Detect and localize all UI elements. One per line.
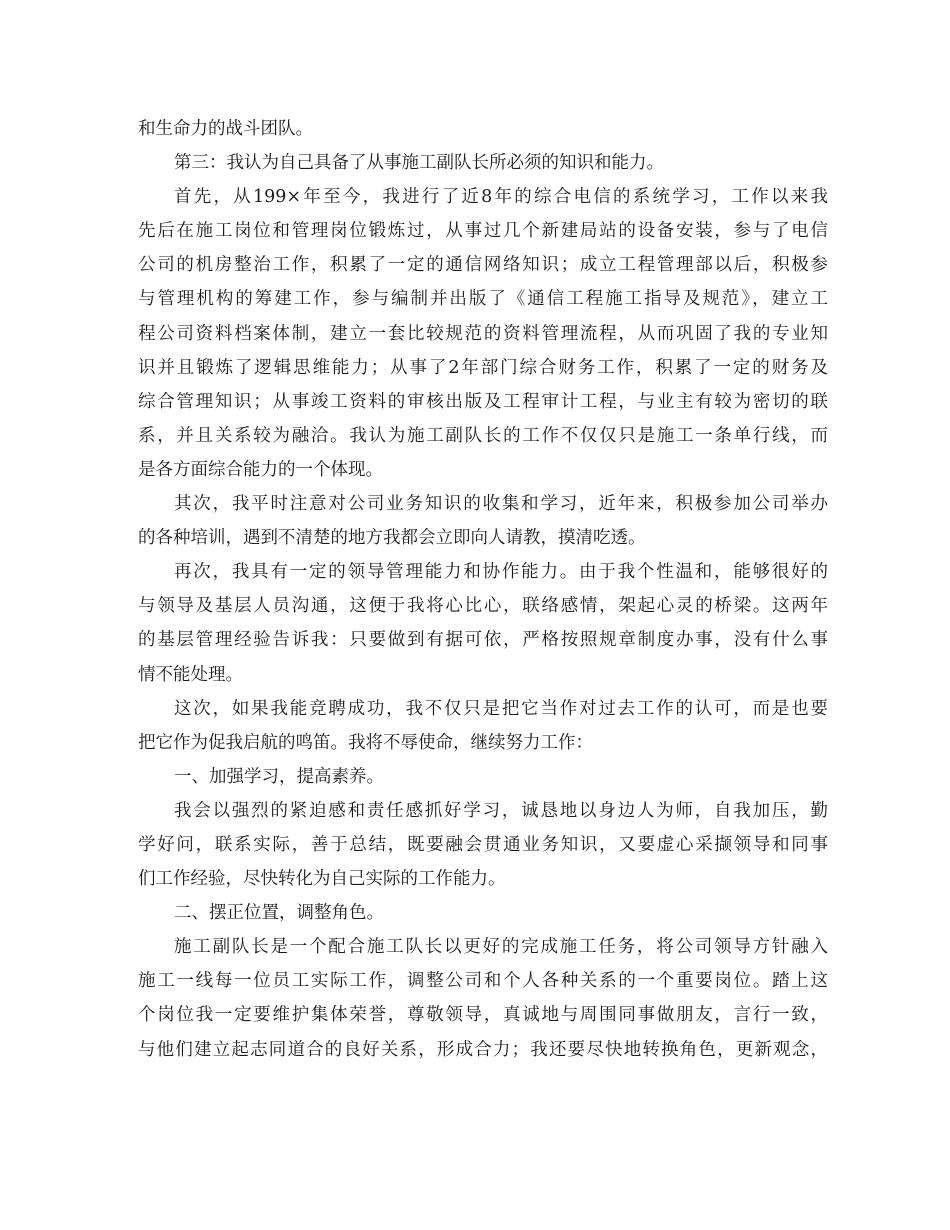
text-line: 们工作经验，尽快转化为自己实际的工作能力。 [138, 869, 506, 890]
text-line: 第三：我认为自己具备了从事施工副队长所必须的知识和能力。 [174, 153, 664, 174]
text-line: 程公司资料档案体制，建立一套比较规范的资料管理流程，从而巩固了我的专业知 [138, 323, 828, 344]
text-line: 的基层管理经验告诉我：只要做到有据可依，严格按照规章制度办事，没有什么事 [138, 630, 828, 651]
text-line: 把它作为促我启航的鸣笛。我将不辱使命，继续努力工作： [138, 732, 593, 753]
text-line: 二、摆正位置，调整角色。 [174, 903, 384, 924]
text-line: 先后在施工岗位和管理岗位锻炼过，从事过几个新建局站的设备安装，参与了电信 [138, 221, 828, 242]
text-line: 的各种培训，遇到不清楚的地方我都会立即向人请教，摸清吃透。 [138, 528, 646, 549]
text-line: 这次，如果我能竞聘成功，我不仅只是把它当作对过去工作的认可，而是也要 [174, 698, 828, 719]
text-line: 是各方面综合能力的一个体现。 [138, 459, 383, 480]
text-line: 再次，我具有一定的领导管理能力和协作能力。由于我个性温和，能够很好的 [174, 562, 828, 583]
text-line: 识并且锻炼了逻辑思维能力；从事了2年部门综合财务工作，积累了一定的财务及 [138, 357, 828, 378]
text-line: 首先，从199×年至今，我进行了近8年的综合电信的系统学习，工作以来我 [174, 187, 828, 208]
text-line: 综合管理知识；从事竣工资料的审核出版及工程审计工程，与业主有较为密切的联 [138, 391, 828, 412]
document-body [138, 112, 828, 1067]
text-line: 学好问，联系实际，善于总结，既要融会贯通业务知识，又要虚心采撷领导和同事 [138, 834, 828, 855]
text-line: 公司的机房整治工作，积累了一定的通信网络知识；成立工程管理部以后，积极参 [138, 255, 828, 276]
text-line: 与管理机构的筹建工作，参与编制并出版了《通信工程施工指导及规范》，建立工 [138, 289, 828, 310]
text-line: 其次，我平时注意对公司业务知识的收集和学习，近年来，积极参加公司举办 [174, 494, 828, 515]
text-line: 一、加强学习，提高素养。 [174, 766, 384, 787]
text-line: 与他们建立起志同道合的良好关系，形成合力；我还要尽快地转换角色，更新观念， [138, 1039, 828, 1060]
text-line: 与领导及基层人员沟通，这便于我将心比心，联络感情，架起心灵的桥梁。这两年 [138, 596, 828, 617]
text-line: 系，并且关系较为融洽。我认为施工副队长的工作不仅仅只是施工一条单行线，而 [138, 425, 828, 446]
text-line: 施工副队长是一个配合施工队长以更好的完成施工任务，将公司领导方针融入 [174, 937, 828, 958]
text-line: 施工一线每一位员工实际工作，调整公司和个人各种关系的一个重要岗位。踏上这 [138, 971, 828, 992]
text-line: 情不能处理。 [138, 664, 243, 685]
text-line: 个岗位我一定要维护集体荣誉，尊敬领导，真诚地与周围同事做朋友，言行一致， [138, 1005, 828, 1026]
text-line: 我会以强烈的紧迫感和责任感抓好学习，诚恳地以身边人为师，自我加压，勤 [174, 800, 828, 821]
text-line: 和生命力的战斗团队。 [138, 119, 313, 139]
